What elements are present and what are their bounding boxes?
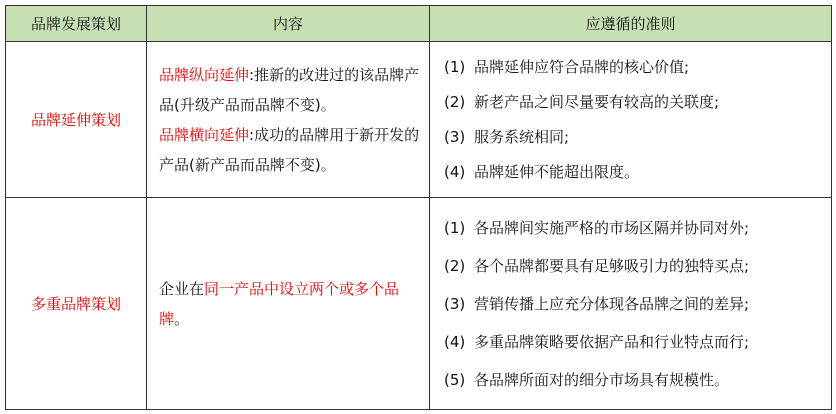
rule-text: 品牌延伸不能超出限度。: [474, 162, 640, 181]
content-cell: [147, 42, 430, 198]
rules-cell: [430, 42, 832, 198]
content-highlight: 品牌纵向延伸: [159, 65, 250, 84]
rule-number: (3): [444, 294, 466, 313]
rule-number: (2): [444, 256, 466, 275]
rule-text: 营销传播上应充分体现各品牌之间的差异;: [474, 294, 750, 313]
rules-cell: [430, 198, 832, 410]
rule-number: (2): [444, 92, 466, 111]
content-highlight: 品牌横向延伸: [159, 125, 250, 144]
rule-number: (1): [444, 57, 466, 76]
rule-item: [444, 120, 825, 155]
strategy-cell: 品牌延伸策划: [6, 42, 147, 198]
rule-text: 品牌延伸应符合品牌的核心价值;: [474, 57, 690, 76]
rules-list: [444, 50, 825, 190]
rule-text: 新老产品之间尽量要有较高的关联度;: [474, 92, 720, 111]
strategy-cell: 多重品牌策划: [6, 198, 147, 410]
rule-text: 各品牌所面对的细分市场具有规模性。: [474, 370, 730, 389]
table-row-brand-extension: [6, 42, 832, 198]
content-suffix: 。: [174, 309, 190, 328]
content-highlight: 同一产品中设立两个或多个品牌: [159, 279, 400, 328]
rule-number: (4): [444, 162, 466, 181]
content-text: :成功的品牌用于新开发的产品(新产品而品牌不变)。: [159, 125, 420, 174]
rule-item: [444, 361, 825, 399]
rule-number: (3): [444, 127, 466, 146]
content-cell: [147, 198, 430, 410]
rule-number: (5): [444, 370, 466, 389]
rule-item: [444, 209, 825, 247]
rule-item: [444, 85, 825, 120]
rule-item: [444, 50, 825, 85]
content-prefix: 企业在: [159, 279, 205, 298]
rule-text: 服务系统相同;: [474, 127, 570, 146]
rule-text: 多重品牌策略要依据产品和行业特点而行;: [474, 332, 750, 351]
header-content: 内容: [147, 6, 430, 42]
table-row-multi-brand: [6, 198, 832, 410]
rule-text: 各品牌间实施严格的市场区隔并协同对外;: [474, 218, 750, 237]
strategy-table: [5, 5, 832, 410]
rule-number: (4): [444, 332, 466, 351]
rule-number: (1): [444, 218, 466, 237]
rule-item: [444, 155, 825, 190]
header-rules: 应遵循的准则: [430, 6, 832, 42]
header-strategy: 品牌发展策划: [6, 6, 147, 42]
rule-text: 各个品牌都要具有足够吸引力的独特买点;: [474, 256, 750, 275]
rule-item: [444, 285, 825, 323]
rules-list: [444, 209, 825, 399]
header-row: [6, 6, 832, 42]
rule-item: [444, 247, 825, 285]
rule-item: [444, 323, 825, 361]
content-text: :推新的改进过的该品牌产品(升级产品而品牌不变)。: [159, 65, 420, 114]
